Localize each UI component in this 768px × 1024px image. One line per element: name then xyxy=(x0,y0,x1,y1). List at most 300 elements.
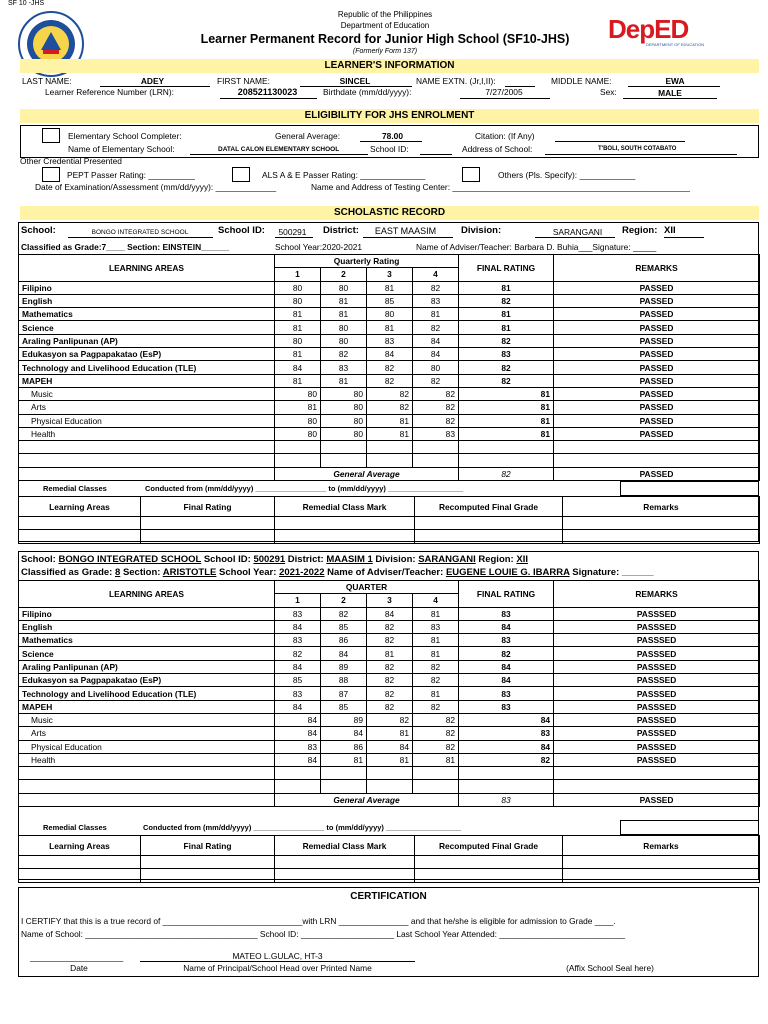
learning-area-name: Arts xyxy=(19,401,275,414)
blank-cell xyxy=(321,454,367,467)
rec1-remedial-box xyxy=(620,481,759,496)
final-rating: 82 xyxy=(459,753,554,766)
table-row xyxy=(19,607,760,620)
quarter-grade: 82 xyxy=(413,740,459,753)
remedial-cell xyxy=(415,517,563,530)
quarter-grade: 82 xyxy=(321,348,367,361)
birthdate-line xyxy=(460,98,550,99)
remedial-cell xyxy=(275,517,415,530)
remark: PASSED xyxy=(554,387,760,400)
final-rating: 83 xyxy=(459,700,554,713)
quarter-grade: 80 xyxy=(275,281,321,294)
blank-cell xyxy=(321,441,367,454)
remark: PASSED xyxy=(554,401,760,414)
birthdate-value: 7/27/2005 xyxy=(485,87,523,97)
rec2-header-line-1 xyxy=(21,554,528,565)
quarter-grade: 82 xyxy=(413,387,459,400)
rec2-grades-table xyxy=(18,580,760,807)
table-row xyxy=(19,740,760,753)
rec1-school-id-value: 500291 xyxy=(278,227,307,237)
table-row xyxy=(19,348,760,361)
remedial-column-header: Recomputed Final Grade xyxy=(415,836,563,856)
rec2-adviser-value: EUGENE LOUIE G. IBARRA xyxy=(445,567,570,578)
blank-row xyxy=(19,441,760,454)
final-rating: 84 xyxy=(459,674,554,687)
rec1-district-value: EAST MAASIM xyxy=(374,226,437,236)
citation-line xyxy=(555,141,685,142)
rec1-grades-table xyxy=(18,254,760,481)
remark: PASSSED xyxy=(554,647,760,660)
blank-cell xyxy=(459,780,554,793)
rec1-school-year: School Year:2020-2021 xyxy=(275,242,363,252)
rec2-district-value: MAASIM 1 xyxy=(326,554,373,565)
quarter-grade: 83 xyxy=(413,294,459,307)
quarter-grade: 82 xyxy=(275,647,321,660)
quarter-grade: 82 xyxy=(413,674,459,687)
middle-name-value: EWA xyxy=(665,76,685,86)
rec1-district-label: District: xyxy=(323,225,359,236)
elem-completer-checkbox[interactable] xyxy=(42,128,60,143)
address-line xyxy=(545,154,737,155)
blank-cell xyxy=(275,767,321,780)
other-credential-label: Other Credential Presented xyxy=(20,156,122,166)
quarter-grade: 81 xyxy=(321,374,367,387)
quarter-grade: 84 xyxy=(413,348,459,361)
general-average-value: 83 xyxy=(459,793,554,806)
learning-areas-header: LEARNING AREAS xyxy=(19,255,275,282)
quarter-2-header: 2 xyxy=(321,594,367,607)
table-row xyxy=(19,687,760,700)
republic-text: Republic of the Philippines xyxy=(337,10,433,19)
quarter-grade: 85 xyxy=(275,674,321,687)
learning-area-name: Health xyxy=(19,427,275,440)
quarter-grade: 82 xyxy=(367,620,413,633)
learning-area-name: Mathematics xyxy=(19,308,275,321)
blank-cell xyxy=(459,767,554,780)
table-row xyxy=(19,713,760,726)
blank-cell xyxy=(459,441,554,454)
rec1-school-label: School: xyxy=(21,225,56,236)
others-checkbox[interactable] xyxy=(462,167,480,182)
name-ext-label: NAME EXTN. (Jr,I,II): xyxy=(416,76,496,86)
last-name-value: ADEY xyxy=(140,76,165,86)
learning-area-name: Edukasyon sa Pagpapakatao (EsP) xyxy=(19,674,275,687)
remarks-header: REMARKS xyxy=(554,581,760,608)
table-row xyxy=(19,674,760,687)
certification-title: CERTIFICATION xyxy=(350,891,427,902)
date-line: ____________________ xyxy=(30,952,124,962)
final-rating: 81 xyxy=(459,401,554,414)
blank-cell xyxy=(367,441,413,454)
certification-line-1: I CERTIFY that this is a true record of ______________________________with LRN _______________ and that he/she is eligible for admission to Grade ____. xyxy=(21,916,616,926)
remedial-cell xyxy=(19,856,141,869)
learning-area-name: English xyxy=(19,620,275,633)
gen-avg-value: 78.00 xyxy=(382,131,403,141)
blank-cell xyxy=(413,441,459,454)
rec2-remedial-table xyxy=(18,835,760,883)
quarter-grade: 84 xyxy=(367,607,413,620)
quarter-grade: 82 xyxy=(367,634,413,647)
rec2-school-id-value: 500291 xyxy=(253,554,286,565)
final-rating: 81 xyxy=(459,321,554,334)
table-row xyxy=(19,401,760,414)
blank-cell xyxy=(321,780,367,793)
quarter-grade: 82 xyxy=(413,700,459,713)
seal-label: (Affix School Seal here) xyxy=(566,963,654,973)
quarter-grade: 80 xyxy=(321,281,367,294)
quarter-grade: 89 xyxy=(321,660,367,673)
quarter-grade: 84 xyxy=(275,660,321,673)
quarter-grade: 82 xyxy=(367,401,413,414)
final-rating: 84 xyxy=(459,660,554,673)
header-row xyxy=(19,255,760,268)
remedial-cell xyxy=(563,530,760,543)
table-row xyxy=(19,374,760,387)
citation-label: Citation: (If Any) xyxy=(475,131,535,141)
rec1-division-label: Division: xyxy=(461,225,502,236)
quarter-grade: 81 xyxy=(321,753,367,766)
table-row xyxy=(19,321,760,334)
quarter-grade: 81 xyxy=(413,687,459,700)
remedial-cell xyxy=(415,869,563,882)
quarter-grade: 82 xyxy=(367,713,413,726)
quarter-grade: 80 xyxy=(321,387,367,400)
rec1-school-id-line xyxy=(275,237,313,238)
blank-cell xyxy=(19,467,275,480)
remark: PASSED xyxy=(554,374,760,387)
table-row xyxy=(19,647,760,660)
quarter-grade: 84 xyxy=(413,334,459,347)
blank-cell xyxy=(554,454,760,467)
address-value: T'BOLI, SOUTH COTABATO xyxy=(598,146,677,152)
remedial-row xyxy=(19,517,760,530)
quarter-grade: 81 xyxy=(275,308,321,321)
rec2-school-value: BONGO INTEGRATED SCHOOL xyxy=(58,554,202,565)
remark: PASSED xyxy=(554,348,760,361)
quarter-grade: 85 xyxy=(321,620,367,633)
quarter-grade: 80 xyxy=(275,334,321,347)
remark: PASSSED xyxy=(554,700,760,713)
remedial-cell xyxy=(415,856,563,869)
quarter-grade: 81 xyxy=(321,308,367,321)
elem-completer-label: Elementary School Completer: xyxy=(68,131,182,141)
learning-areas-header: LEARNING AREAS xyxy=(19,581,275,608)
table-row xyxy=(19,281,760,294)
quarter-grade: 83 xyxy=(321,361,367,374)
quarter-grade: 80 xyxy=(321,401,367,414)
remedial-cell xyxy=(563,517,760,530)
quarter-grade: 86 xyxy=(321,740,367,753)
principal-line xyxy=(140,961,415,962)
remark: PASSED xyxy=(554,321,760,334)
final-rating-header: FINAL RATING xyxy=(459,581,554,608)
quarter-grade: 82 xyxy=(413,660,459,673)
quarter-grade: 82 xyxy=(367,361,413,374)
quarter-grade: 80 xyxy=(367,308,413,321)
quarter-grade: 86 xyxy=(321,634,367,647)
quarter-grade: 82 xyxy=(367,660,413,673)
pept-checkbox[interactable] xyxy=(42,167,60,182)
learning-area-name: Music xyxy=(19,387,275,400)
learning-area-name: English xyxy=(19,294,275,307)
rec2-sy-value: 2021-2022 xyxy=(279,567,325,578)
final-rating: 81 xyxy=(459,414,554,427)
remark: PASSED xyxy=(554,308,760,321)
remedial-column-header: Remedial Class Mark xyxy=(275,497,415,517)
quarter-grade: 80 xyxy=(321,334,367,347)
last-name-label: LAST NAME: xyxy=(22,76,72,86)
sex-label: Sex: xyxy=(600,87,617,97)
remedial-cell xyxy=(563,869,760,882)
rec2-remedial-label: Remedial Classes xyxy=(43,823,107,832)
remedial-column-header: Remarks xyxy=(563,497,760,517)
quarter-grade: 82 xyxy=(367,700,413,713)
remark: PASSSED xyxy=(554,674,760,687)
middle-name-label: MIDDLE NAME: xyxy=(551,76,612,86)
header-row xyxy=(19,581,760,594)
rec2-adviser-label: Name of Adviser/Teacher: xyxy=(327,567,444,578)
learner-info-band: LEARNER'S INFORMATION xyxy=(20,59,759,73)
quarter-grade: 82 xyxy=(321,607,367,620)
elem-name-value: DATAL CALON ELEMENTARY SCHOOL xyxy=(218,146,340,153)
quarter-grade: 82 xyxy=(413,713,459,726)
final-rating: 82 xyxy=(459,361,554,374)
als-label: ALS A & E Passer Rating: ______________ xyxy=(262,170,426,180)
remedial-column-header: Learning Areas xyxy=(19,836,141,856)
quarter-grade: 80 xyxy=(321,427,367,440)
scholastic-band: SCHOLASTIC RECORD xyxy=(20,206,759,220)
quarter-grade: 83 xyxy=(367,334,413,347)
quarter-grade: 80 xyxy=(413,361,459,374)
final-rating: 84 xyxy=(459,620,554,633)
blank-cell xyxy=(554,767,760,780)
quarter-header: Quarterly Rating xyxy=(275,255,459,268)
remedial-cell xyxy=(19,869,141,882)
quarter-grade: 83 xyxy=(413,620,459,633)
rec1-region-line xyxy=(664,237,704,238)
quarter-grade: 83 xyxy=(275,634,321,647)
blank-cell xyxy=(19,767,275,780)
quarter-grade: 80 xyxy=(275,294,321,307)
quarter-grade: 81 xyxy=(275,374,321,387)
remark: PASSSED xyxy=(554,687,760,700)
general-average-value: 82 xyxy=(459,467,554,480)
quarter-header: QUARTER xyxy=(275,581,459,594)
remedial-column-header: Remarks xyxy=(563,836,760,856)
first-name-value: SINCEL xyxy=(339,76,371,86)
rec2-remedial-box xyxy=(620,820,759,835)
quarter-grade: 83 xyxy=(275,607,321,620)
quarter-grade: 81 xyxy=(367,281,413,294)
gen-avg-label: General Average: xyxy=(275,131,341,141)
quarter-grade: 82 xyxy=(367,674,413,687)
rec2-section-label: Section: xyxy=(122,567,161,578)
table-row xyxy=(19,294,760,307)
quarter-grade: 83 xyxy=(413,427,459,440)
learning-area-name: Filipino xyxy=(19,281,275,294)
rec2-signature-label: Signature: ______ xyxy=(572,567,654,578)
blank-cell xyxy=(275,454,321,467)
learning-area-name: Araling Panlipunan (AP) xyxy=(19,334,275,347)
remedial-column-header: Remedial Class Mark xyxy=(275,836,415,856)
remedial-cell xyxy=(415,530,563,543)
remark: PASSED xyxy=(554,294,760,307)
quarter-grade: 85 xyxy=(321,700,367,713)
rec1-school-line xyxy=(68,237,213,238)
rec1-remedial-label: Remedial Classes xyxy=(43,484,107,493)
exam-date-label: Date of Examination/Assessment (mm/dd/yyyy): _____________ xyxy=(35,182,277,192)
testing-center-label: Name and Address of Testing Center: ___________________________________________________ xyxy=(311,182,690,192)
remark: PASSED xyxy=(554,427,760,440)
final-rating: 82 xyxy=(459,294,554,307)
principal-label: Name of Principal/School Head over Printed Name xyxy=(183,963,372,973)
quarter-grade: 81 xyxy=(275,401,321,414)
remedial-cell xyxy=(275,530,415,543)
remedial-column-header: Learning Areas xyxy=(19,497,141,517)
quarter-grade: 81 xyxy=(367,647,413,660)
table-row xyxy=(19,361,760,374)
rec2-division-value: SARANGANI xyxy=(418,554,476,565)
general-average-remark: PASSED xyxy=(554,793,760,806)
learning-area-name: Science xyxy=(19,321,275,334)
remark: PASSED xyxy=(554,361,760,374)
blank-cell xyxy=(19,780,275,793)
blank-cell xyxy=(413,780,459,793)
pept-label: PEPT Passer Rating: __________ xyxy=(67,170,195,180)
blank-cell xyxy=(413,767,459,780)
remark: PASSSED xyxy=(554,620,760,633)
general-average-remark: PASSED xyxy=(554,467,760,480)
remedial-column-header: Final Rating xyxy=(141,836,275,856)
deped-logo-subtext: DEPARTMENT OF EDUCATION xyxy=(646,42,705,47)
quarter-grade: 81 xyxy=(413,607,459,620)
general-average-label: General Average xyxy=(275,467,459,480)
learning-area-name: Araling Panlipunan (AP) xyxy=(19,660,275,673)
blank-cell xyxy=(367,767,413,780)
remedial-cell xyxy=(563,856,760,869)
remark: PASSED xyxy=(554,414,760,427)
quarter-grade: 82 xyxy=(413,414,459,427)
remedial-cell xyxy=(141,856,275,869)
elem-name-label: Name of Elementary School: xyxy=(68,144,175,154)
remark: PASSSED xyxy=(554,727,760,740)
blank-cell xyxy=(413,454,459,467)
final-rating: 82 xyxy=(459,374,554,387)
quarter-grade: 80 xyxy=(321,321,367,334)
table-row xyxy=(19,660,760,673)
rec2-region-value: XII xyxy=(516,554,528,565)
table-row xyxy=(19,414,760,427)
learning-area-name: Physical Education xyxy=(19,414,275,427)
remedial-cell xyxy=(19,517,141,530)
remedial-header-row xyxy=(19,497,760,517)
department-text: Department of Education xyxy=(340,21,430,30)
lrn-line xyxy=(220,98,317,99)
blank-cell xyxy=(554,780,760,793)
rec2-region-label: Region: xyxy=(478,554,514,565)
quarter-3-header: 3 xyxy=(367,594,413,607)
school-id-line xyxy=(420,154,452,155)
table-row xyxy=(19,620,760,633)
blank-cell xyxy=(554,441,760,454)
remedial-column-header: Final Rating xyxy=(141,497,275,517)
rec1-adviser-line: Name of Adviser/Teacher: Barbara D. Buhia___Signature: _____ xyxy=(416,242,657,252)
remark: PASSSED xyxy=(554,713,760,726)
rec1-region-value: XII xyxy=(664,225,676,236)
quarter-grade: 82 xyxy=(367,687,413,700)
general-average-row xyxy=(19,467,760,480)
quarter-grade: 85 xyxy=(367,294,413,307)
quarter-grade: 81 xyxy=(413,308,459,321)
learning-area-name: Technology and Livelihood Education (TLE) xyxy=(19,687,275,700)
quarter-grade: 84 xyxy=(321,727,367,740)
remedial-row xyxy=(19,856,760,869)
quarter-grade: 80 xyxy=(275,387,321,400)
rec2-district-label: District: xyxy=(287,554,324,565)
learning-area-name: Music xyxy=(19,713,275,726)
final-rating: 81 xyxy=(459,281,554,294)
rec1-school-id-label: School ID: xyxy=(218,225,265,236)
learning-area-name: Physical Education xyxy=(19,740,275,753)
final-rating: 83 xyxy=(459,634,554,647)
learning-area-name: MAPEH xyxy=(19,700,275,713)
rec1-conducted-text: Conducted from (mm/dd/yyyy) _________________ to (mm/dd/yyyy) __________________ xyxy=(145,484,464,493)
quarter-grade: 81 xyxy=(275,321,321,334)
rec2-conducted-text: Conducted from (mm/dd/yyyy) _________________ to (mm/dd/yyyy) __________________ xyxy=(143,823,462,832)
quarter-grade: 80 xyxy=(321,414,367,427)
quarter-grade: 81 xyxy=(367,753,413,766)
final-rating: 84 xyxy=(459,713,554,726)
table-row xyxy=(19,634,760,647)
lrn-value: 208521130023 xyxy=(237,87,298,97)
learning-area-name: Mathematics xyxy=(19,634,275,647)
remedial-cell xyxy=(141,869,275,882)
table-row xyxy=(19,334,760,347)
learning-area-name: Filipino xyxy=(19,607,275,620)
final-rating: 81 xyxy=(459,427,554,440)
elem-name-line xyxy=(190,154,368,155)
rec2-sy-label: School Year: xyxy=(219,567,277,578)
final-rating: 82 xyxy=(459,334,554,347)
remark: PASSSED xyxy=(554,607,760,620)
learning-area-name: Science xyxy=(19,647,275,660)
quarter-grade: 84 xyxy=(275,361,321,374)
quarter-grade: 81 xyxy=(275,348,321,361)
rec1-school-value: BONGO INTEGRATED SCHOOL xyxy=(91,229,189,236)
certification-line-2: Name of School: _____________________________________ School ID: ____________________ Last School Year Attended: ___________________________ xyxy=(21,929,626,939)
quarter-grade: 82 xyxy=(413,727,459,740)
blank-row xyxy=(19,780,760,793)
rec1-grade-line: Classified as Grade:7____ Section: EINSTEIN______ xyxy=(21,242,230,252)
quarter-grade: 83 xyxy=(275,740,321,753)
final-rating: 83 xyxy=(459,348,554,361)
first-name-label: FIRST NAME: xyxy=(217,76,270,86)
quarter-3-header: 3 xyxy=(367,268,413,281)
blank-cell xyxy=(367,454,413,467)
quarter-grade: 84 xyxy=(275,713,321,726)
remedial-cell xyxy=(141,530,275,543)
quarter-grade: 82 xyxy=(367,374,413,387)
deped-logo-text: DepED xyxy=(608,14,689,44)
quarter-grade: 84 xyxy=(275,727,321,740)
quarter-grade: 84 xyxy=(367,348,413,361)
table-row xyxy=(19,727,760,740)
als-checkbox[interactable] xyxy=(232,167,250,182)
date-label: Date xyxy=(70,963,88,973)
middle-name-line xyxy=(628,86,720,87)
quarter-grade: 89 xyxy=(321,713,367,726)
rec1-remedial-table xyxy=(18,496,760,544)
